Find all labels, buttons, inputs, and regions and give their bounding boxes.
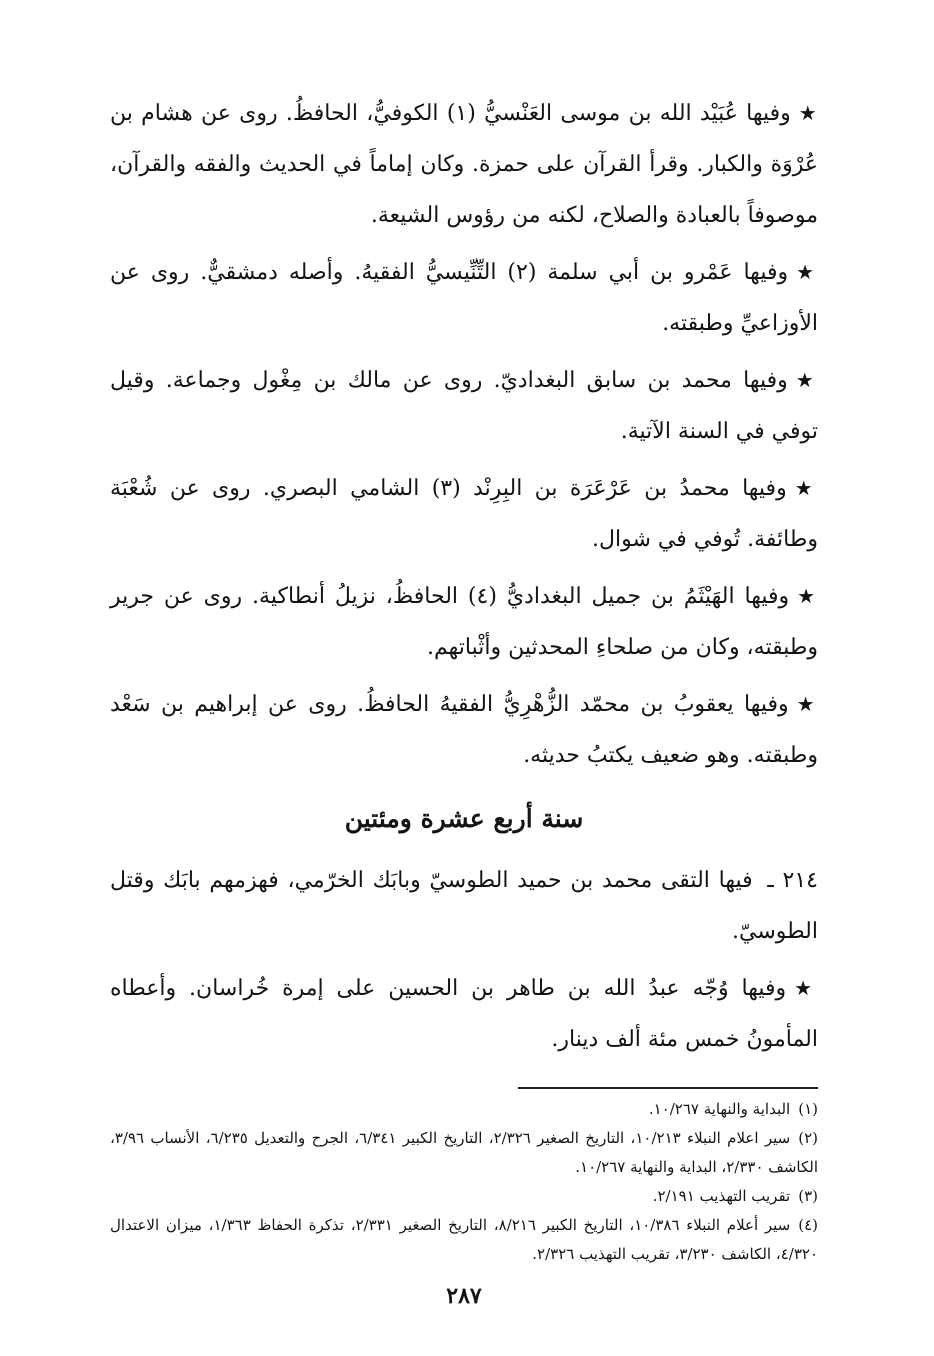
entry-muhammad-sabiq (110, 355, 818, 457)
entry-yaqub (110, 679, 818, 781)
entry-muhammad-arara (110, 463, 818, 565)
star-icon: ★ (796, 260, 818, 284)
star-icon: ★ (797, 584, 818, 608)
footnote-text: البداية والنهاية ١٠/٢٦٧. (648, 1100, 791, 1118)
entry-abdallah-tahir (110, 963, 818, 1065)
footnote-divider (518, 1087, 818, 1089)
star-icon: ★ (794, 976, 818, 1000)
entry-year-214 (110, 855, 818, 957)
entry-number: ٢١٤ ـ (767, 868, 818, 893)
footnote-text: سير أعلام النبلاء ١٠/٣٨٦، التاريخ الكبير ٨/٢١٦، التاريخ الصغير ٢/٣٣١، تذكرة الحفاظ ١/٣٦٣، ميزان الاعتدال ٤/٣٢٠، الكاشف ٣/٢٣٠، تقريب التهذيب ٢/٣٢٦. (110, 1216, 818, 1263)
entry-haytham (110, 571, 818, 673)
footnotes (110, 1095, 818, 1269)
footnote (110, 1095, 818, 1124)
footnote-text: سير اعلام النبلاء ١٠/٢١٣، التاريخ الصغير ٢/٣٢٦، التاريخ الكبير ٦/٣٤١، الجرح والتعديل ٦/٢٣٥، الأنساب ٣/٩٦، الكاشف ٢/٣٣٠، البداية والنهاية ١٠/٢٦٧. (110, 1129, 818, 1176)
footnote-number: (٤) (798, 1216, 819, 1234)
entry-text: وفيها عُبَيْد الله بن موسى العَنْسيُّ (١) الكوفيُّ، الحافظُ. روى عن هشام بن عُرْوَة والكبار. وقرأ القرآن على حمزة. وكان إماماً في الحديث والفقه والقرآن، موصوفاً بالعبادة والصلاح، لكنه من رؤوس الشيعة. (110, 101, 818, 228)
footnote-number: (٣) (798, 1187, 818, 1205)
footnote-text: تقريب التهذيب ٢/١٩١. (652, 1187, 791, 1205)
footnote-number: (٢) (798, 1129, 818, 1147)
footnote (110, 1124, 818, 1182)
entry-text: وفيها عَمْرو بن أبي سلمة (٢) التِّنِّيسيُّ الفقيهُ. وأصله دمشقيٌّ. روى عن الأوزاعيِّ وطبقته. (110, 260, 818, 336)
entry-text: فيها التقى محمد بن حميد الطوسيّ وبابَك الخرّمي، فهزمهم بابَك وقتل الطوسيّ. (110, 868, 818, 944)
footnote (110, 1182, 818, 1211)
star-icon: ★ (796, 692, 818, 716)
book-page (110, 88, 818, 1309)
entry-text: وفيها وُجّه عبدُ الله بن طاهر بن الحسين على إمرة خُراسان. وأعطاه المأمونُ خمس مئة ألف دينار. (110, 976, 818, 1052)
page-number: ٢٨٧ (446, 1283, 482, 1309)
footnote (110, 1211, 818, 1269)
entry-amr (110, 247, 818, 349)
footnote-number: (١) (798, 1100, 818, 1118)
star-icon: ★ (798, 101, 818, 125)
entry-text: وفيها يعقوبُ بن محمّد الزُّهْرِيُّ الفقيهُ الحافظُ. روى عن إبراهيم بن سَعْد وطبقته. وهو ضعيف يكتبُ حديثه. (110, 692, 818, 768)
entry-text: وفيها الهَيْثَمُ بن جميل البغداديُّ (٤) الحافظُ، نزيلُ أنطاكية. روى عن جرير وطبقته، وكان من صلحاءِ المحدثين وأثْباتهم. (110, 584, 818, 660)
section-heading: سنة أربع عشرة ومئتين (344, 804, 584, 833)
star-icon: ★ (794, 476, 818, 500)
entry-text: وفيها محمدُ بن عَرْعَرَة بن البِرِنْد (٣) الشامي البصري. روى عن شُعْبَة وطائفة. تُوفي في شوال. (110, 476, 818, 552)
entry-ubaydallah (110, 88, 818, 241)
star-icon: ★ (795, 368, 818, 392)
entry-text: وفيها محمد بن سابق البغداديّ. روى عن مالك بن مِغْول وجماعة. وقيل توفي في السنة الآتية. (110, 368, 818, 444)
